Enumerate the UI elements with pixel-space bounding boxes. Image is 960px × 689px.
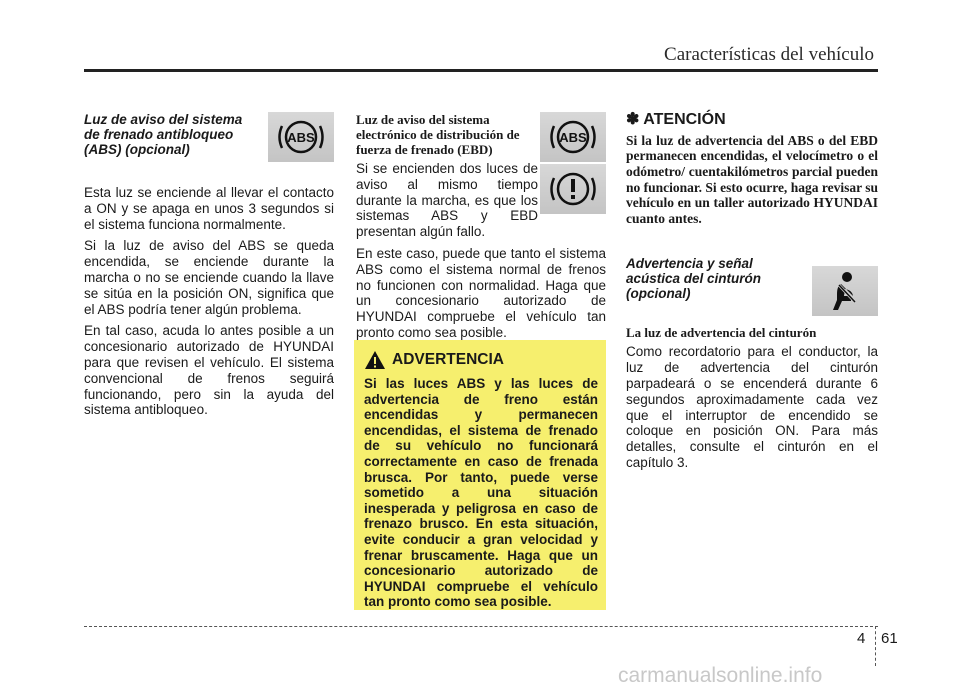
abs-paragraph-3: En tal caso, acuda lo antes posible a un concesionario autorizado de HYUNDAI para que revisen el vehículo. El sistema convencional de frenos seguirá funcionando, pero sin la ayuda del sistema antibloqueo.	[84, 323, 334, 418]
footer-rule	[84, 626, 878, 627]
header-rule	[84, 69, 878, 72]
brake-warning-icon	[540, 164, 606, 214]
svg-text:ABS: ABS	[559, 130, 587, 145]
caution-title: ✽ ATENCIÓN	[626, 111, 726, 128]
ebd-paragraph-2: En este caso, puede que tanto el sistema ABS como el sistema normal de frenos no funcionen con normalidad. Haga que un concesionario autorizado de HYUNDAI compruebe el vehículo tan pronto como sea posible.	[356, 245, 606, 340]
chapter-number: 4	[857, 630, 866, 647]
warning-text: Si las luces ABS y las luces de advertencia de freno están encendidas y permanecen encendidas, el sistema de frenado de su vehículo no funcionará correctamente en caso de frenada brusca. Por tanto, puede verse sometido a una situación inesperada y peligrosa en caso de frenazo brusco. En esta situación, evite conducir a gran velocidad y frenar bruscamente. Haga que un concesionario autorizado de HYUNDAI compruebe el vehículo tan pronto como sea posible.	[364, 376, 598, 610]
ebd-heading: Luz de aviso del sistema electrónico de distribución de fuerza de frenado (EBD)	[356, 112, 520, 157]
abs-indicator-icon	[268, 112, 334, 162]
page-number-divider	[875, 626, 876, 666]
abs-paragraph-2: Si la luz de aviso del ABS se queda encendida, se enciende durante la marcha o no se enciende cuando la llave se sitúa en la posición ON, significa que el ABS podría tener algún problema.	[84, 238, 334, 317]
svg-text:ABS: ABS	[287, 130, 315, 145]
warning-box	[354, 340, 606, 610]
watermark: carmanualsonline.info	[618, 664, 823, 687]
caution-text: Si la luz de advertencia del ABS o del EBD permanecen encendidas, el velocímetro o el odómetro/ cuentakilómetros parcial pueden no funcionar. Si esto ocurre, haga revisar su vehículo en un taller autorizado HYUNDAI cuanto antes.	[626, 132, 878, 226]
seatbelt-subheading: La luz de advertencia del cinturón	[626, 325, 817, 341]
warning-title-row	[364, 350, 598, 370]
warning-title: ADVERTENCIA	[392, 351, 504, 368]
page-header-title: Características del vehículo	[664, 44, 874, 65]
seatbelt-paragraph: Como recordatorio para el conductor, la luz de advertencia del cinturón parpadeará o se encenderá durante 6 segundos aproximadamente cada vez que el interruptor de encendido se coloque en posición ON. Para más detalles, consulte el cinturón en el capítulo 3.	[626, 344, 878, 470]
warning-triangle-icon	[364, 350, 386, 370]
ebd-paragraph-1: Si se encienden dos luces de aviso al mismo tiempo durante la marcha, es que los sistemas ABS y EBD presentan algún fallo.	[356, 161, 538, 240]
abs-paragraph-1: Esta luz se enciende al llevar el contacto a ON y se apaga en unos 3 segundos si el sistema funciona normalmente.	[84, 185, 334, 232]
seatbelt-heading: Advertencia y señal acústica del cinturón (opcional)	[626, 256, 762, 302]
page-number: 61	[881, 630, 898, 647]
seatbelt-warning-icon	[812, 266, 878, 316]
abs-heading: Luz de aviso del sistema de frenado antibloqueo (ABS) (opcional)	[84, 112, 243, 157]
ebd-abs-indicator-icon	[540, 112, 606, 162]
